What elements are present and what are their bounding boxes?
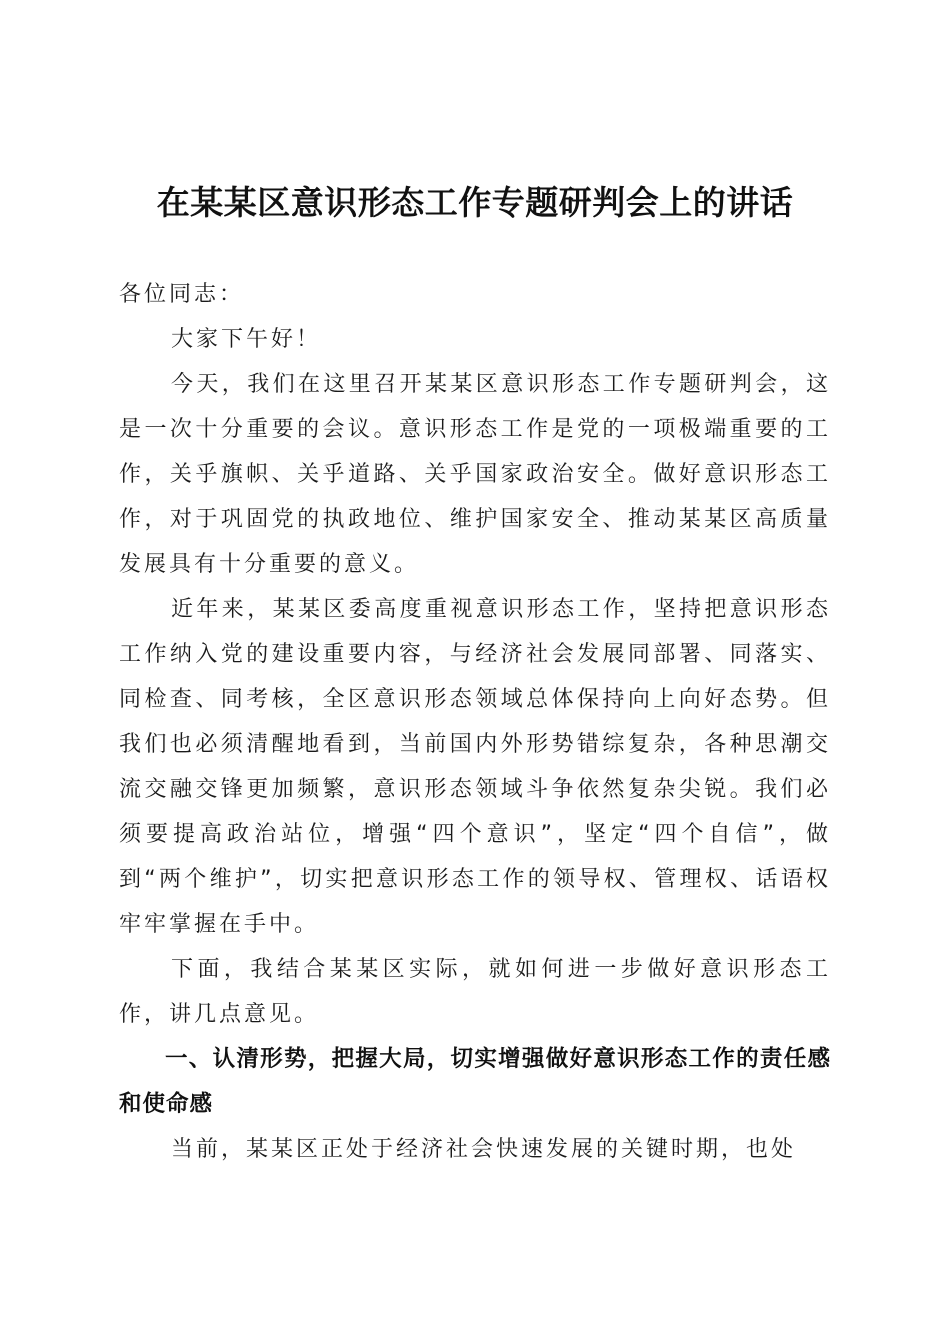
greeting: 大家下午好！ — [171, 327, 322, 352]
document-title: 在某某区意识形态工作专题研判会上的讲话 — [156, 183, 794, 222]
section-heading-1: 一、认清形势，把握大局，切实增强做好意识形态工作的责任感和使命感 — [119, 1046, 831, 1117]
salutation: 各位同志： — [119, 282, 245, 307]
paragraph-transition: 下面，我结合某某区实际，就如何进一步做好意识形态工作，讲几点意见。 — [119, 957, 831, 1027]
paragraph-opening: 今天，我们在这里召开某某区意识形态工作专题研判会，这是一次十分重要的会议。意识形态工作是党的一项极端重要的工作，关乎旗帜、关乎道路、关乎国家政治安全。做好意识形态工作，对于巩固党的执政地位、维护国家安全、推动某某区高质量发展具有十分重要的意义。 — [119, 372, 831, 577]
document-body — [119, 272, 831, 1172]
section-paragraph-1: 当前，某某区正处于经济社会快速发展的关键时期，也处 — [171, 1137, 797, 1162]
paragraph-background: 近年来，某某区委高度重视意识形态工作，坚持把意识形态工作纳入党的建设重要内容，与经济社会发展同部署、同落实、同检查、同考核，全区意识形态领域总体保持向上向好态势。但我们也必须清醒地看到，当前国内外形势错综复杂，各种思潮交流交融交锋更加频繁，意识形态领域斗争依然复杂尖锐。我们必须要提高政治站位，增强“四个意识”，坚定“四个自信”，做到“两个维护”，切实把意识形态工作的领导权、管理权、话语权牢牢掌握在手中。 — [119, 597, 831, 937]
